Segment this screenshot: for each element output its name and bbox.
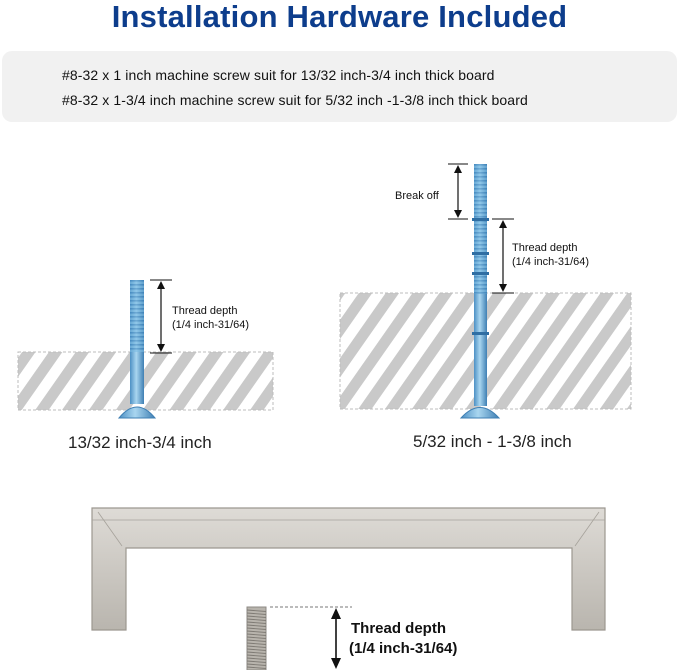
threaded-stud <box>247 607 352 670</box>
page-title: Installation Hardware Included <box>111 0 568 34</box>
info-line-long-screw: #8-32 x 1-3/4 inch machine screw suit for 5/32 inch -1-3/8 inch thick board <box>62 92 528 108</box>
right-thread-range: (1/4 inch-31/64) <box>512 256 590 268</box>
right-board-diagram <box>340 164 631 418</box>
right-board-caption: 5/32 inch - 1-3/8 inch <box>413 432 572 451</box>
left-thread-range: (1/4 inch-31/64) <box>172 319 250 331</box>
handle-thread-range: (1/4 inch-31/64) <box>349 640 458 657</box>
left-thread-label: Thread depth <box>172 305 238 317</box>
cabinet-handle <box>92 508 605 630</box>
info-line-short-screw: #8-32 x 1 inch machine screw suit for 13/32 inch-3/4 inch thick board <box>62 67 495 83</box>
right-thread-label: Thread depth <box>512 242 578 254</box>
handle-thread-label: Thread depth <box>351 620 447 637</box>
left-board-diagram <box>18 280 273 418</box>
break-off-label: Break off <box>395 190 439 202</box>
left-board-caption: 13/32 inch-3/4 inch <box>68 433 212 452</box>
left-board <box>18 352 273 410</box>
